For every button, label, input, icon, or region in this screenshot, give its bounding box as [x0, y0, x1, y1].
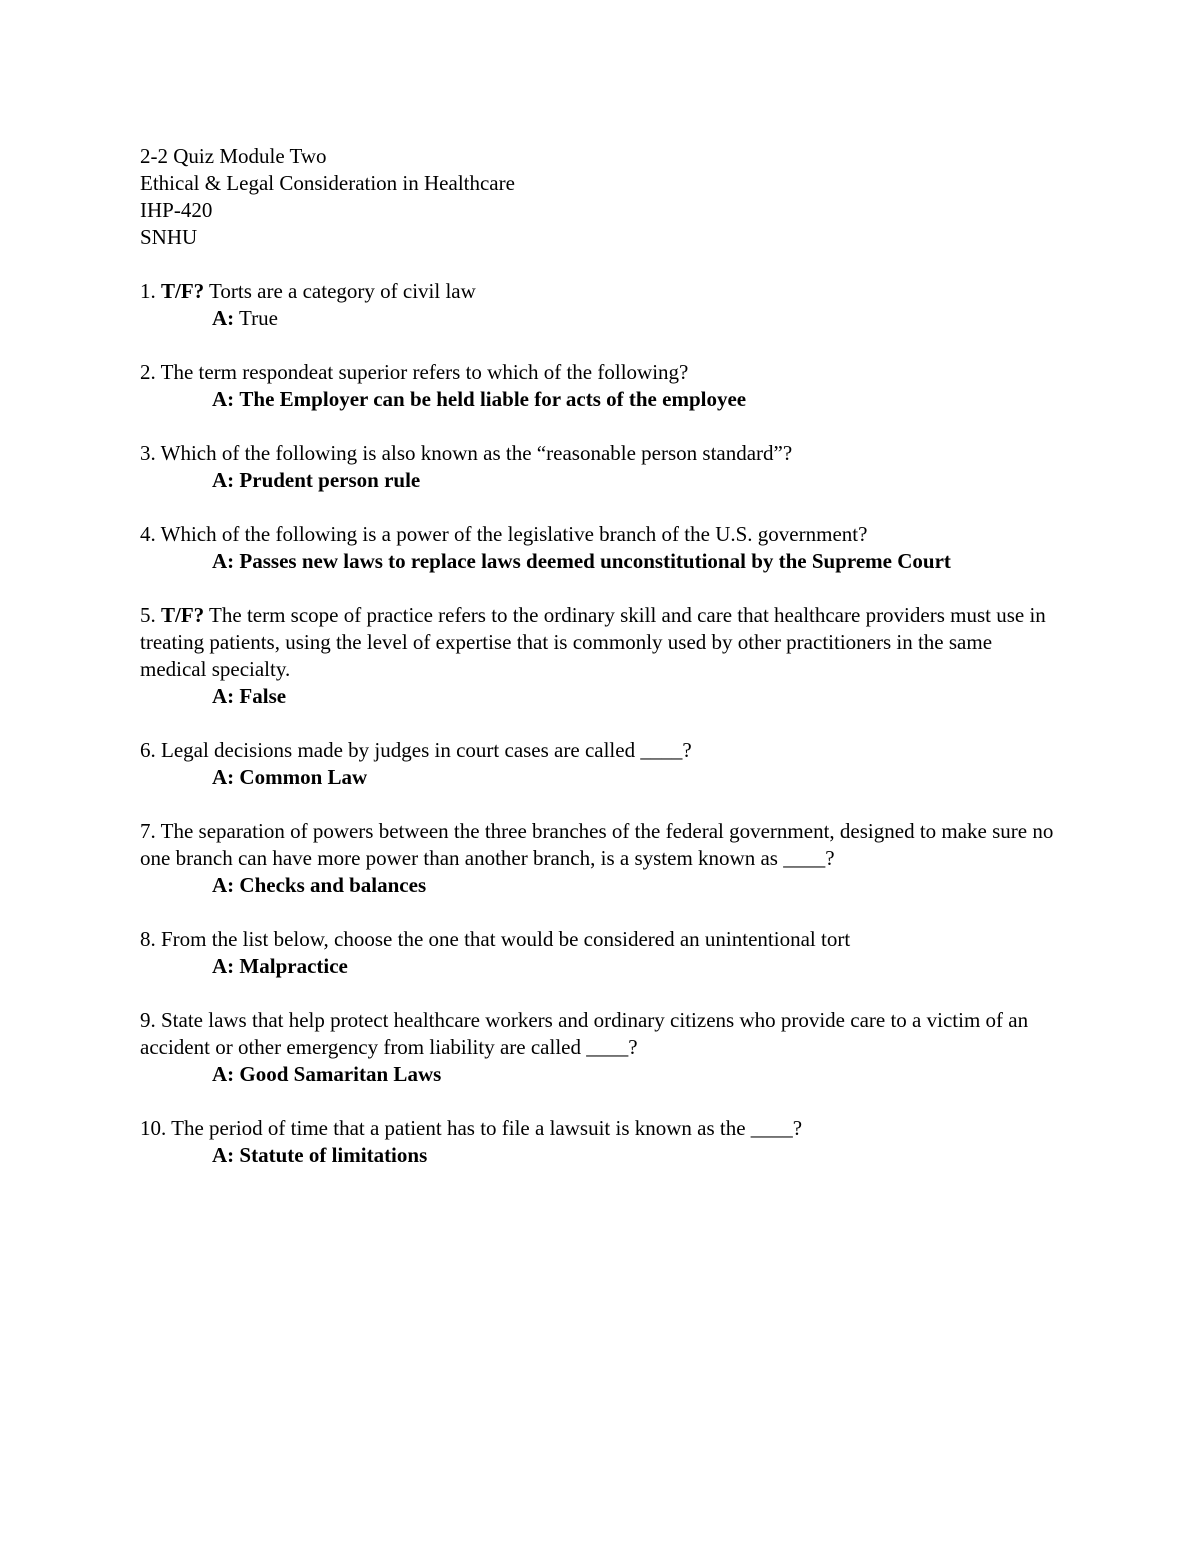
- question-item: [140, 926, 1060, 980]
- answer-line: [140, 1142, 1060, 1169]
- answer-text: Common Law: [239, 765, 368, 789]
- question-item: [140, 1115, 1060, 1169]
- school-name: SNHU: [140, 225, 198, 249]
- answer-line: [140, 386, 1060, 413]
- answer-line: [140, 953, 1060, 980]
- question-text: [140, 278, 1060, 305]
- question-item: [140, 1007, 1060, 1088]
- answer-text: Good Samaritan Laws: [239, 1062, 442, 1086]
- answer-text: Checks and balances: [239, 873, 427, 897]
- answer-line: [140, 872, 1060, 899]
- document-page: [140, 143, 1060, 1169]
- answer-line: [140, 305, 1060, 332]
- question-item: [140, 737, 1060, 791]
- answer-line: [140, 548, 1060, 575]
- question-number: 8.: [140, 927, 156, 951]
- course-code: IHP-420: [140, 198, 213, 222]
- question-body: The period of time that a patient has to file a lawsuit is known as the ____?: [171, 1116, 803, 1140]
- answer-label: A:: [212, 954, 235, 978]
- answer-text: Statute of limitations: [239, 1143, 428, 1167]
- question-text: [140, 926, 1060, 953]
- question-body: State laws that help protect healthcare workers and ordinary citizens who provide care to a victim of an accident or other emergency from liability are called ____?: [140, 1008, 1029, 1059]
- answer-label: A:: [212, 684, 235, 708]
- document-header: [140, 143, 1060, 251]
- question-text: [140, 1115, 1060, 1142]
- question-body: The term respondeat superior refers to which of the following?: [160, 360, 689, 384]
- question-body: Which of the following is also known as the “reasonable person standard”?: [160, 441, 793, 465]
- answer-text: Passes new laws to replace laws deemed unconstitutional by the Supreme Court: [239, 549, 951, 573]
- question-item: [140, 602, 1060, 710]
- question-number: 1.: [140, 279, 156, 303]
- question-text: [140, 521, 1060, 548]
- quiz-title: 2-2 Quiz Module Two: [140, 144, 327, 168]
- answer-label: A:: [212, 873, 235, 897]
- answer-label: A:: [212, 468, 235, 492]
- answer-line: [140, 1061, 1060, 1088]
- answer-text: True: [239, 306, 278, 330]
- question-number: 2.: [140, 360, 156, 384]
- question-item: [140, 278, 1060, 332]
- question-body: From the list below, choose the one that would be considered an unintentional tort: [161, 927, 851, 951]
- question-number: 7.: [140, 819, 156, 843]
- question-body: Legal decisions made by judges in court cases are called ____?: [161, 738, 692, 762]
- answer-text: Malpractice: [239, 954, 348, 978]
- question-list: [140, 278, 1060, 1169]
- question-text: [140, 440, 1060, 467]
- question-text: [140, 737, 1060, 764]
- question-body: The separation of powers between the three branches of the federal government, designed to make sure no one branch can have more power than another branch, is a system known as ____?: [140, 819, 1054, 870]
- question-item: [140, 521, 1060, 575]
- answer-label: A:: [212, 765, 235, 789]
- answer-text: The Employer can be held liable for acts of the employee: [239, 387, 747, 411]
- answer-text: False: [239, 684, 287, 708]
- question-number: 6.: [140, 738, 156, 762]
- answer-label: A:: [212, 306, 235, 330]
- answer-text: Prudent person rule: [239, 468, 421, 492]
- question-text: [140, 1007, 1060, 1061]
- question-number: 4.: [140, 522, 156, 546]
- question-type-prefix: T/F?: [161, 603, 205, 627]
- question-type-prefix: T/F?: [161, 279, 205, 303]
- question-item: [140, 359, 1060, 413]
- answer-line: [140, 467, 1060, 494]
- question-number: 5.: [140, 603, 156, 627]
- question-text: [140, 359, 1060, 386]
- question-body: The term scope of practice refers to the ordinary skill and care that healthcare providers must use in treating patients, using the level of expertise that is commonly used by other practitioners in the same medical specialty.: [140, 603, 1046, 681]
- question-body: Which of the following is a power of the legislative branch of the U.S. government?: [160, 522, 868, 546]
- question-number: 10.: [140, 1116, 167, 1140]
- course-name: Ethical & Legal Consideration in Healthcare: [140, 171, 515, 195]
- answer-label: A:: [212, 549, 235, 573]
- answer-line: [140, 764, 1060, 791]
- question-item: [140, 818, 1060, 899]
- answer-line: [140, 683, 1060, 710]
- question-number: 9.: [140, 1008, 156, 1032]
- answer-label: A:: [212, 1143, 235, 1167]
- question-text: [140, 818, 1060, 872]
- question-item: [140, 440, 1060, 494]
- answer-label: A:: [212, 387, 235, 411]
- answer-label: A:: [212, 1062, 235, 1086]
- question-number: 3.: [140, 441, 156, 465]
- question-text: [140, 602, 1060, 683]
- question-body: Torts are a category of civil law: [209, 279, 476, 303]
